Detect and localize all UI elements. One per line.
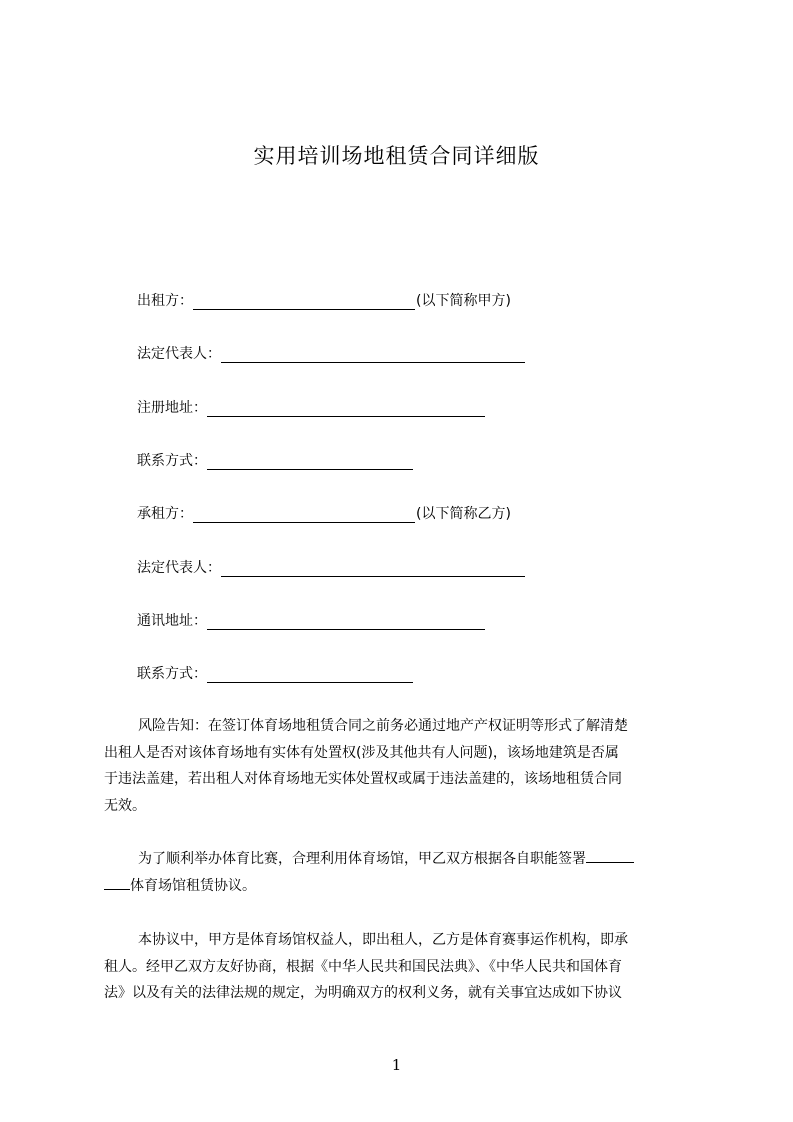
lessee-field bbox=[137, 502, 511, 526]
purpose-text: 体育场馆租赁协议。 bbox=[130, 877, 256, 894]
document-title: 实用培训场地租赁合同详细版 bbox=[253, 144, 540, 168]
lessee-address-field bbox=[137, 609, 486, 633]
lessee-legal-rep-field bbox=[137, 556, 526, 580]
agreement-paragraph bbox=[104, 927, 701, 1007]
risk-notice-line: 风险告知：在签订体育场地租赁合同之前务必通过地产产权证明等形式了解清楚 bbox=[138, 718, 628, 734]
lessor-legal-rep-label: 法定代表人： bbox=[137, 346, 221, 362]
lessor-legal-rep-field bbox=[137, 342, 526, 366]
lessor-address-field bbox=[137, 396, 486, 420]
risk-notice-line: 于违法盖建，若出租人对体育场地无实体处置权或属于违法盖建的，该场地租赁合同 bbox=[104, 771, 622, 787]
lessor-address-label: 注册地址： bbox=[137, 400, 207, 416]
lessor-suffix: (以下简称甲方) bbox=[416, 293, 511, 309]
lessee-address-blank[interactable] bbox=[207, 612, 485, 630]
agreement-line: 本协议中，甲方是体育场馆权益人，即出租人，乙方是体育赛事运作机构，即承 bbox=[138, 932, 628, 948]
lessee-suffix: (以下简称乙方) bbox=[416, 506, 511, 522]
agreement-line: 租人。经甲乙双方友好协商，根据《中华人民共和国民法典》、《中华人民共和国体育 bbox=[104, 958, 622, 975]
lessee-legal-rep-label: 法定代表人： bbox=[137, 560, 221, 576]
lessee-address-label: 通讯地址： bbox=[137, 613, 207, 629]
agreement-line: 法》以及有关的法律法规的规定，为明确双方的权利义务，就有关事宜达成如下协议 bbox=[104, 985, 622, 1001]
lessee-contact-field bbox=[137, 662, 414, 686]
agreement-name-blank-1[interactable] bbox=[586, 848, 634, 863]
purpose-line bbox=[104, 873, 701, 900]
lessor-contact-field bbox=[137, 449, 414, 473]
risk-notice-line: 无效。 bbox=[104, 797, 146, 814]
agreement-name-blank-2[interactable] bbox=[104, 875, 130, 890]
lessor-blank[interactable] bbox=[193, 292, 415, 310]
lessor-legal-rep-blank[interactable] bbox=[221, 345, 525, 363]
risk-notice-line: 出租人是否对该体育场地有实体有处置权(涉及其他共有人问题)，该场地建筑是否属 bbox=[104, 744, 619, 761]
purpose-line bbox=[104, 846, 701, 873]
lessor-address-blank[interactable] bbox=[207, 399, 485, 417]
lessee-contact-blank[interactable] bbox=[207, 665, 413, 683]
lessee-blank[interactable] bbox=[193, 505, 415, 523]
lessee-contact-label: 联系方式： bbox=[137, 666, 207, 682]
lessor-field bbox=[137, 289, 511, 313]
lessee-legal-rep-blank[interactable] bbox=[221, 559, 525, 577]
lessee-label: 承租方： bbox=[137, 506, 193, 522]
risk-notice-paragraph bbox=[104, 713, 701, 819]
page-number: 1 bbox=[391, 1056, 402, 1074]
lessor-label: 出租方： bbox=[137, 293, 193, 309]
purpose-text: 为了顺利举办体育比赛，合理利用体育场馆，甲乙双方根据各自职能签署 bbox=[138, 851, 586, 867]
lessor-contact-blank[interactable] bbox=[207, 452, 413, 470]
lessor-contact-label: 联系方式： bbox=[137, 453, 207, 469]
purpose-paragraph bbox=[104, 846, 701, 899]
